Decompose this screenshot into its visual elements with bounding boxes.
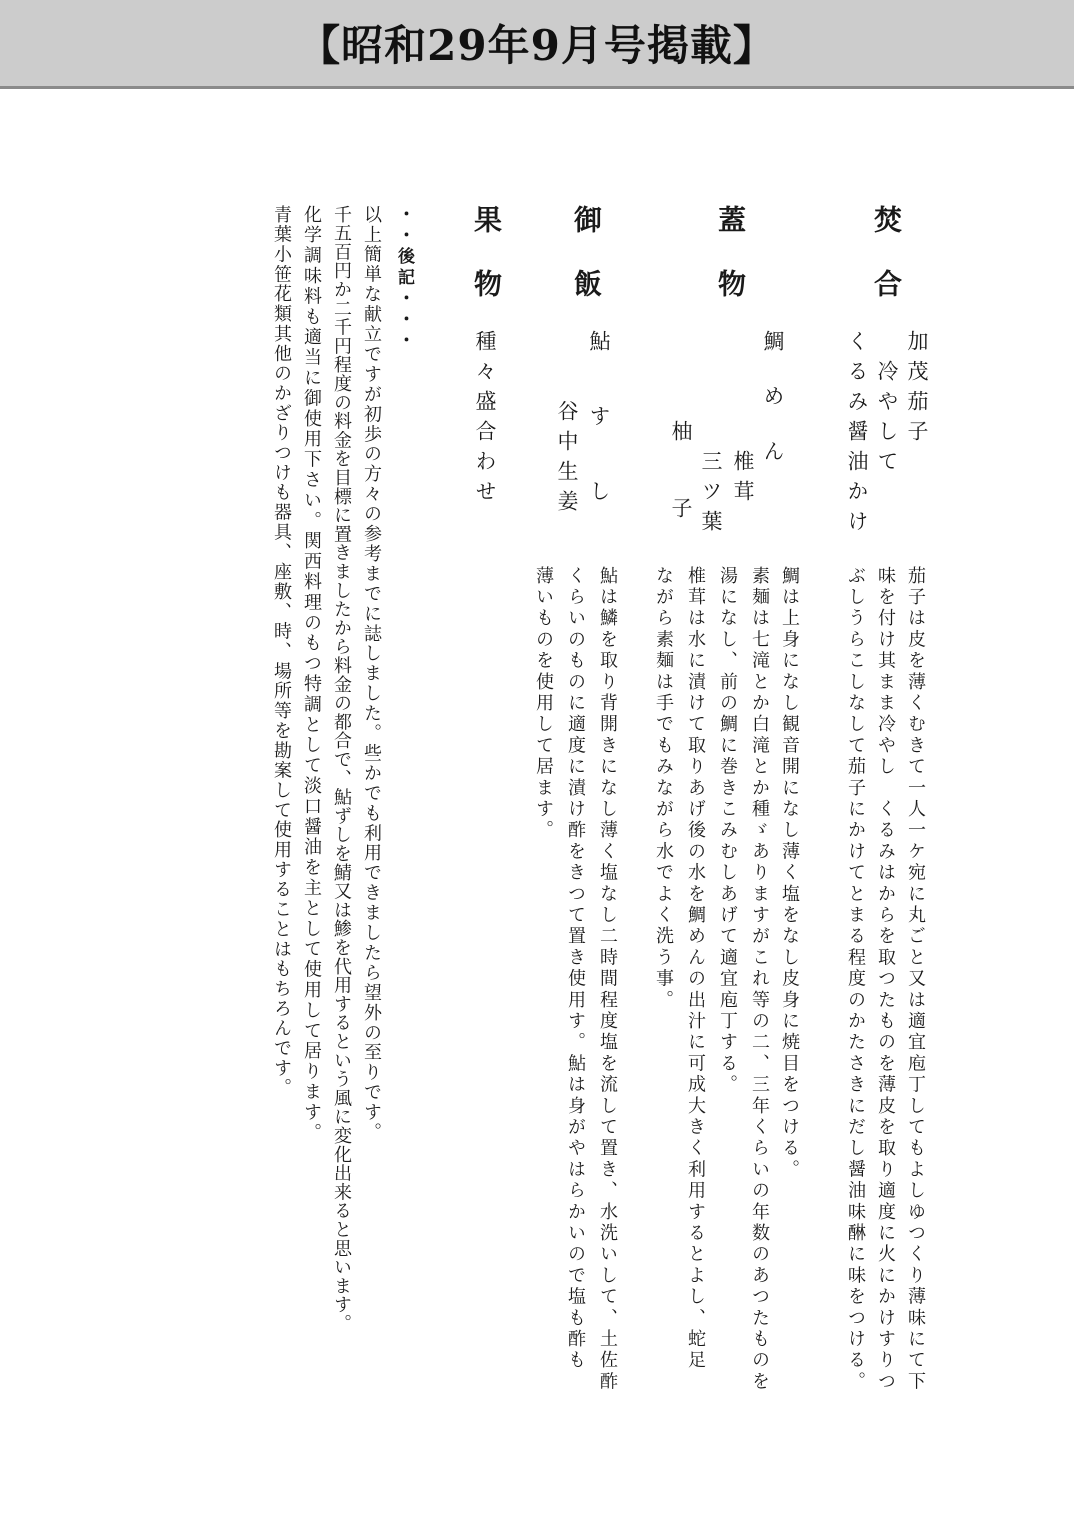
note-line: くらいのものに適度に漬け酢をきつて置き使用す。鮎は身がやはらかいので塩も酢も bbox=[565, 566, 586, 1372]
ingredient: 三ツ葉 bbox=[699, 450, 723, 540]
dish-title: 焚合 bbox=[870, 205, 903, 333]
ingredient: 谷中生姜 bbox=[555, 400, 579, 520]
note-line: 鮎は鱗を取り背開きになし薄く塩なし二時間程度塩を流して置き、水洗いして、土佐酢 bbox=[597, 566, 618, 1393]
postscript-line: 以上簡単な献立ですが初歩の方々の参考までに誌しました。些かでも利用できましたら望外の至りです。 bbox=[361, 205, 382, 1143]
note-line: 湯になし、前の鯛に巻きこみむしあげて適宜庖丁する。 bbox=[717, 566, 738, 1096]
postscript-line: 青葉小笹花類其他のかざりつけも器具、座敷、時、場所等を勘案して使用することはもちろんです。 bbox=[271, 205, 292, 1099]
note-line: 椎茸は水に漬けて取りあげ後の水を鯛めんの出汁に可成大きく利用するとよし、蛇足 bbox=[685, 566, 706, 1372]
ingredient: くるみ醤油かけ bbox=[845, 330, 869, 540]
note-line: 薄いものを使用して居ます。 bbox=[533, 566, 554, 842]
dish-title: 果物 bbox=[470, 205, 503, 333]
ingredient: 種々盛合わせ bbox=[473, 330, 497, 510]
note-line: 味を付け其まま冷やし くるみはからを取つたものを薄皮を取り適度に火にかけすりつ bbox=[875, 566, 896, 1393]
ingredient: 加茂茄子 bbox=[905, 330, 929, 450]
note-line: 鯛は上身になし観音開になし薄く塩をなし皮身に焼目をつける。 bbox=[779, 566, 800, 1181]
postscript-line: 化学調味料も適当に御使用下さい。関西料理のもつ特調として淡口醤油を主として使用して居ります。 bbox=[301, 205, 322, 1144]
postscript-label: ・・後記・・・ bbox=[394, 205, 414, 352]
note-line: ぶしうらこしなして茄子にかけてとまる程度のかたさきにだし醤油味醂に味をつける。 bbox=[845, 566, 866, 1393]
note-line: 茄子は皮を薄くむきて一人一ケ宛に丸ごと又は適宜庖丁してもよしゆつくり薄味にて下 bbox=[905, 566, 926, 1393]
ingredient: 鮎すし bbox=[587, 330, 611, 555]
ingredient: 柚子 bbox=[669, 420, 693, 574]
page-title: 【昭和29年9月号掲載】 bbox=[298, 21, 776, 70]
ingredient: 冷やして bbox=[875, 360, 899, 480]
dish-title: 蓋物 bbox=[714, 205, 747, 333]
ingredient: 椎茸 bbox=[731, 450, 755, 510]
ingredient: 鯛めん bbox=[761, 330, 785, 495]
note-line: 素麺は七滝とか白滝とか種ゞありますがこれ等の二、三年くらいの年数のあつたものを bbox=[749, 566, 770, 1393]
dish-title: 御飯 bbox=[570, 205, 603, 333]
note-line: ながら素麺は手でもみながら水でよく洗う事。 bbox=[653, 566, 674, 1012]
postscript-line: 千五百円か二千円程度の料金を目標に置きましたから料金の都合で、鮎ずしを鯖又は鯵を代用するという風に変化出来ると思います。 bbox=[331, 205, 352, 1333]
